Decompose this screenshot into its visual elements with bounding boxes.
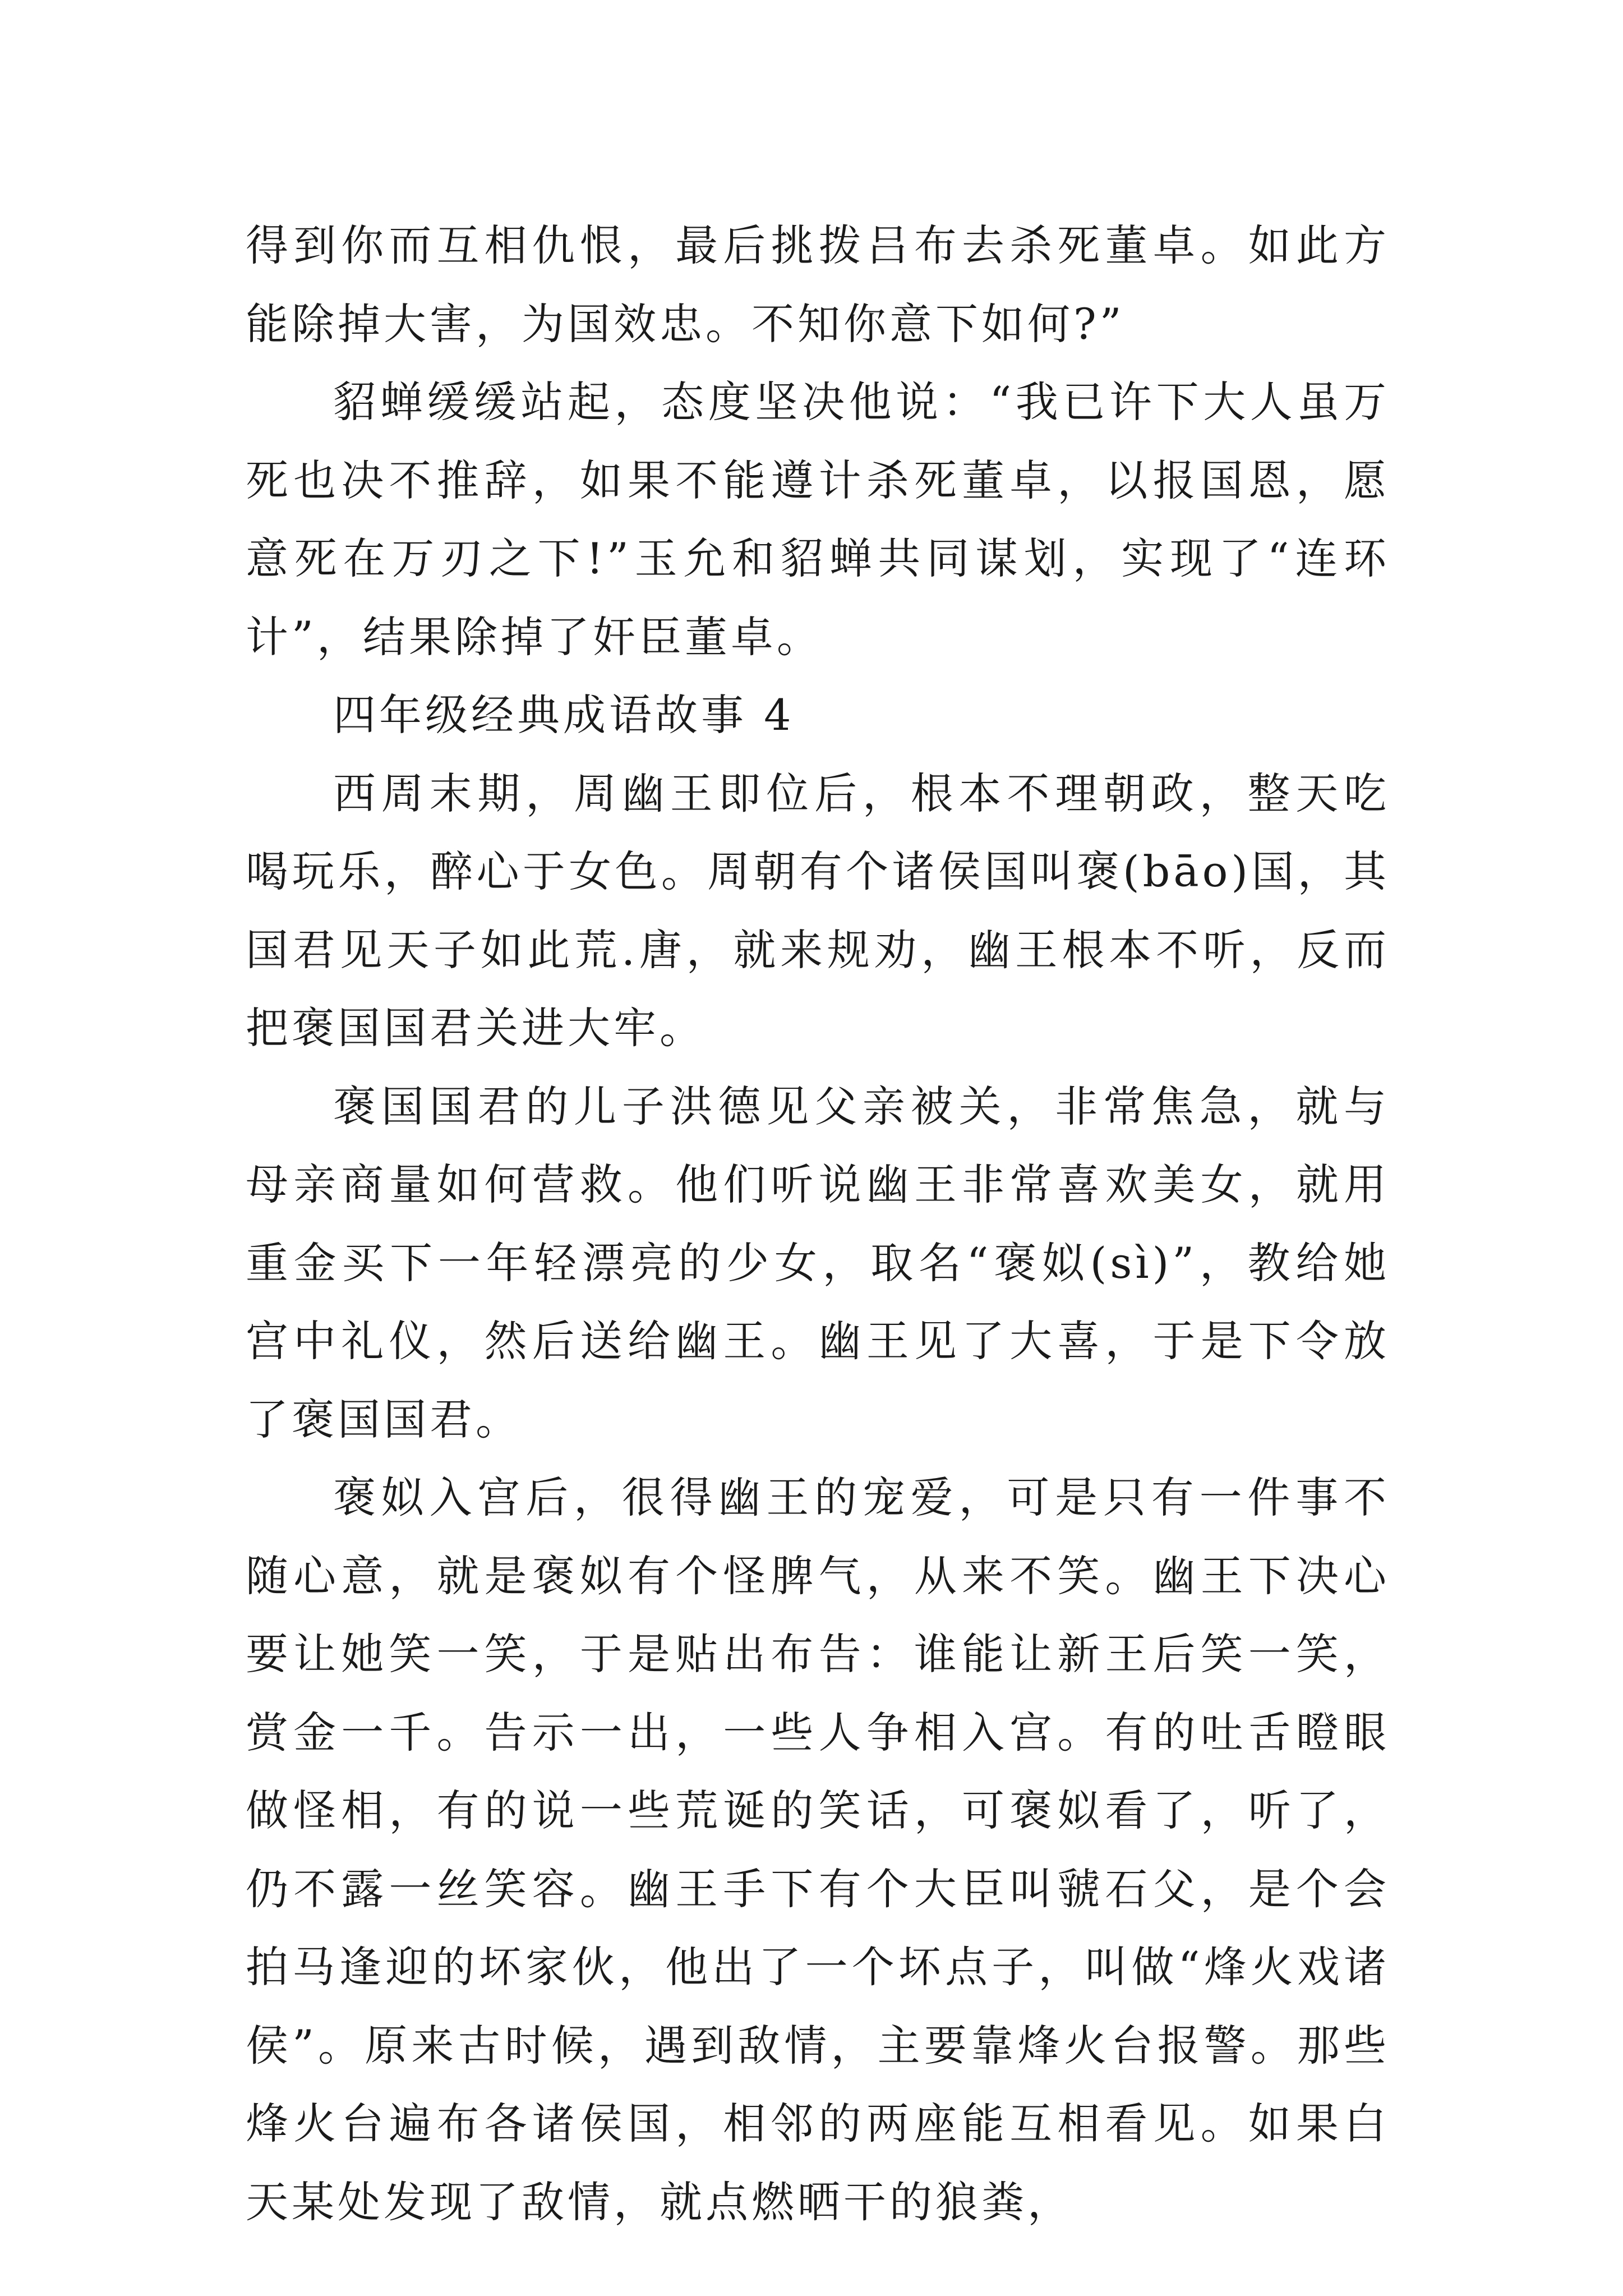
paragraph-diaochan-resolve: 貂蝉缓缓站起，态度坚决他说：“我已许下大人虽万死也决不推辞，如果不能遵计杀死董卓，以报国恩，愿意死在万刃之下!”玉允和貂蝉共同谋划，实现了“连环计”，结果除掉了奸臣董卓。 — [246, 377, 1390, 662]
paragraph-hongde-rescue: 褒国国君的儿子洪德见父亲被关，非常焦急，就与母亲商量如何营救。他们听说幽王非常喜欢美女，就用重金买下一年轻漂亮的少女，取名“褒姒(sì)”，教给她宫中礼仪，然后送给幽王。幽王见了大喜，于是下令放了褒国国君。 — [246, 1081, 1390, 1444]
document-body — [246, 206, 1390, 2241]
section-heading: 四年级经典成语故事 4 — [333, 690, 795, 740]
paragraph-baosi-smile: 褒姒入宫后，很得幽王的宠爱，可是只有一件事不随心意，就是褒姒有个怪脾气，从来不笑。幽王下决心要让她笑一笑，于是贴出布告：谁能让新王后笑一笑，赏金一千。告示一出，一些人争相入宫。有的吐舌瞪眼做怪相，有的说一些荒诞的笑话，可褒姒看了，听了，仍不露一丝笑容。幽王手下有个大臣叫虢石父，是个会拍马逢迎的坏家伙，他出了一个坏点子，叫做“烽火戏诸侯”。原来古时候，遇到敌情，主要靠烽火台报警。那些烽火台遍布各诸侯国，相邻的两座能互相看见。如果白天某处发现了敌情，就点燃晒干的狼粪， — [246, 1473, 1390, 2227]
paragraph-continuation: 得到你而互相仇恨，最后挑拨吕布去杀死董卓。如此方能除掉大害，为国效忠。不知你意下如何?” — [246, 220, 1390, 349]
paragraph-western-zhou: 西周末期，周幽王即位后，根本不理朝政，整天吃喝玩乐，醉心于女色。周朝有个诸侯国叫褒(bāo)国，其国君见天子如此荒.唐，就来规劝，幽王根本不听，反而把褒国国君关进大牢。 — [246, 768, 1390, 1053]
